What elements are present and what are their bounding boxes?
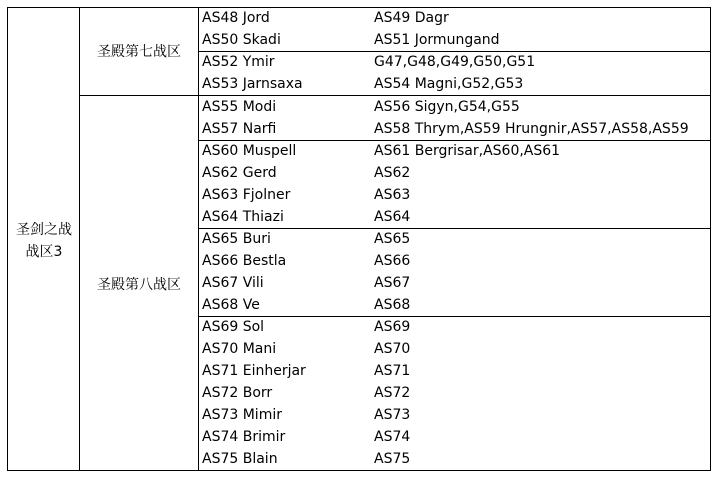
server-name-cell: AS70 Mani (202, 341, 277, 357)
server-merge-cell: AS75 (374, 451, 411, 467)
server-name-cell: AS64 Thiazi (202, 209, 284, 225)
server-name-cell: AS55 Modi (202, 99, 277, 115)
server-merge-cell: AS69 (374, 319, 411, 335)
server-merge-cell: AS71 (374, 363, 411, 379)
server-name-cell: AS74 Brimir (202, 429, 286, 445)
server-name-cell: AS71 Einherjar (202, 363, 306, 379)
server-merge-cell: G47,G48,G49,G50,G51 (374, 54, 536, 70)
server-name-cell: AS72 Borr (202, 385, 273, 401)
war-zone-label (8, 219, 80, 263)
server-name-cell: AS63 Fjolner (202, 187, 291, 203)
server-name-cell: AS60 Muspell (202, 143, 297, 159)
server-merge-cell: AS68 (374, 297, 411, 313)
server-name-cell: AS53 Jarnsaxa (202, 76, 303, 92)
server-name-cell: AS68 Ve (202, 297, 260, 313)
zone-label: 圣殿第七战区 (97, 44, 181, 60)
server-name-cell: AS52 Ymir (202, 54, 275, 70)
server-merge-cell: AS73 (374, 407, 411, 423)
server-merge-cell: AS63 (374, 187, 411, 203)
server-merge-cell: AS58 Thrym,AS59 Hrungnir,AS57,AS58,AS59 (374, 121, 689, 137)
server-table (7, 7, 711, 471)
server-merge-cell: AS66 (374, 253, 411, 269)
server-name-cell: AS66 Bestla (202, 253, 287, 269)
war-zone-number: 战区3 (25, 244, 63, 260)
server-merge-cell: AS65 (374, 231, 411, 247)
server-name-cell: AS57 Narfi (202, 121, 277, 137)
group-divider (198, 228, 711, 229)
server-merge-cell: AS61 Bergrisar,AS60,AS61 (374, 143, 561, 159)
server-merge-cell: AS56 Sigyn,G54,G55 (374, 99, 520, 115)
server-name-cell: AS62 Gerd (202, 165, 277, 181)
server-name-cell: AS75 Blain (202, 451, 278, 467)
war-zone-name: 圣剑之战 (16, 222, 72, 238)
server-merge-cell: AS74 (374, 429, 411, 445)
server-merge-cell: AS70 (374, 341, 411, 357)
column-divider (198, 7, 199, 471)
group-divider (198, 316, 711, 317)
server-merge-cell: AS49 Dagr (374, 10, 449, 26)
server-merge-cell: AS72 (374, 385, 411, 401)
server-name-cell: AS69 Sol (202, 319, 265, 335)
server-name-cell: AS67 Vili (202, 275, 264, 291)
server-merge-cell: AS62 (374, 165, 411, 181)
server-name-cell: AS50 Skadi (202, 32, 281, 48)
server-name-cell: AS73 Mimir (202, 407, 282, 423)
server-name-cell: AS65 Buri (202, 231, 271, 247)
zone-label: 圣殿第八战区 (97, 277, 181, 293)
server-merge-cell: AS51 Jormungand (374, 32, 500, 48)
server-merge-cell: AS64 (374, 209, 411, 225)
server-merge-cell: AS67 (374, 275, 411, 291)
server-name-cell: AS48 Jord (202, 10, 270, 26)
server-merge-cell: AS54 Magni,G52,G53 (374, 76, 524, 92)
